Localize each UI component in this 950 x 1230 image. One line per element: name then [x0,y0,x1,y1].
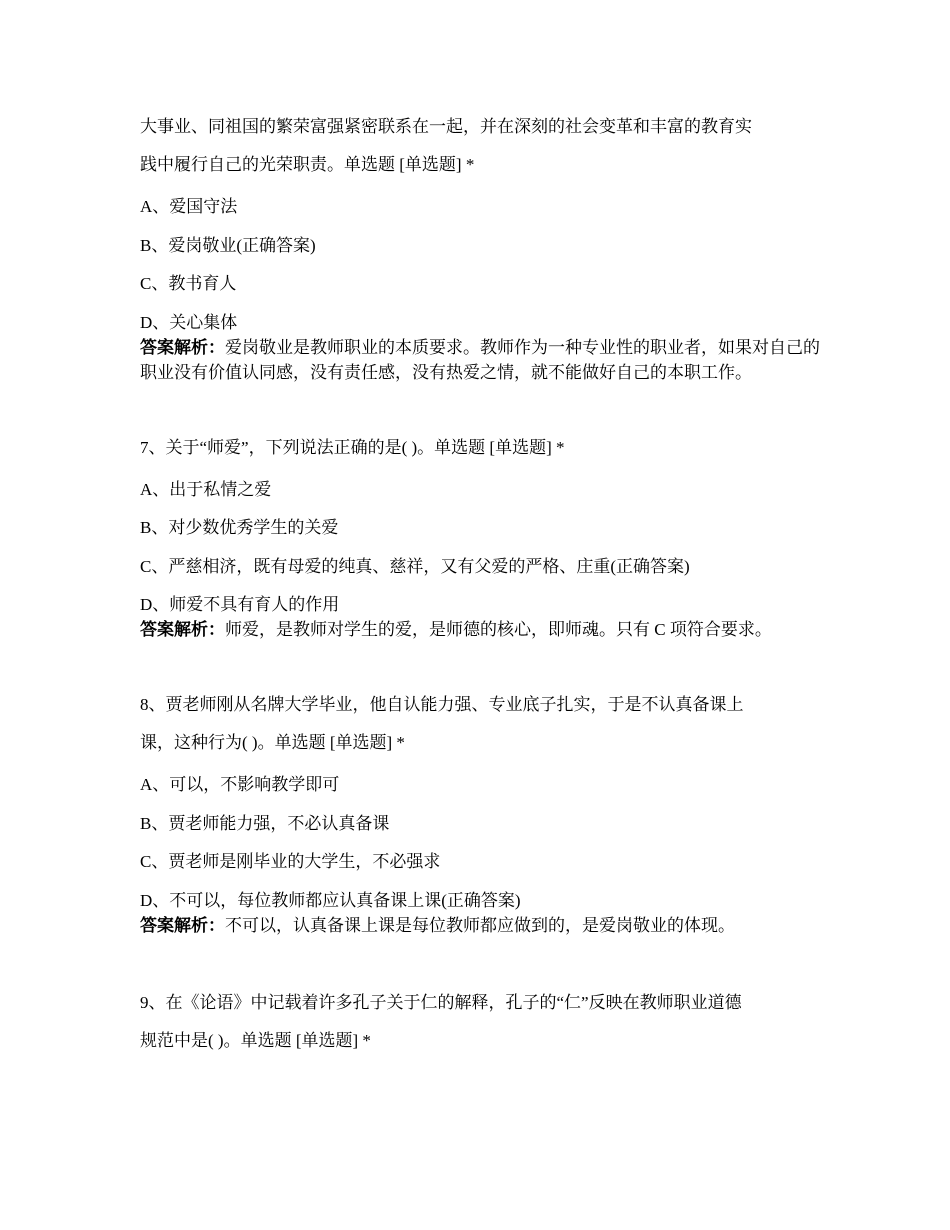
analysis-text: 爱岗敬业是教师职业的本质要求。教师作为一种专业性的职业者，如果对自己的职业没有价值认同感，没有责任感，没有热爱之情，就不能做好自己的本职工作。 [140,337,820,382]
option-d: D、关心集体 [140,312,238,332]
option-d: D、师爱不具有育人的作用 [140,595,340,614]
analysis-label: 答案解析： [140,337,225,357]
option-d: D、不可以，每位教师都应认真备课上课(正确答案) [140,890,521,910]
question-stem: 7、关于“师爱”，下列说法正确的是( )。单选题 [单选题] * [140,437,565,457]
question-stem: 践中履行自己的光荣职责。单选题 [单选题] * [140,155,475,174]
question-stem: 规范中是( )。单选题 [单选题] * [140,1030,371,1050]
answer-analysis [140,617,820,642]
option-c: C、贾老师是刚毕业的大学生，不必强求 [140,852,441,871]
analysis-label: 答案解析： [140,915,225,935]
option-b: B、爱岗敬业(正确答案) [140,235,316,255]
question-6 [140,108,820,385]
document-page [140,108,820,1060]
option-c: C、教书育人 [140,274,237,293]
analysis-text: 师爱，是教师对学生的爱，是师德的核心，即师魂。只有 C 项符合要求。 [225,620,772,639]
answer-analysis [140,913,820,938]
answer-analysis [140,335,820,385]
question-stem: 9、在《论语》中记载着许多孔子关于仁的解释，孔子的“仁”反映在教师职业道德 [140,992,742,1012]
option-a: A、出于私情之爱 [140,479,272,499]
question-9 [140,984,820,1060]
option-b: B、贾老师能力强，不必认真备课 [140,813,390,833]
question-7 [140,429,820,643]
option-a: A、可以，不影响教学即可 [140,775,340,794]
question-stem: 大事业、同祖国的繁荣富强紧密联系在一起，并在深刻的社会变革和丰富的教育实 [140,117,752,136]
option-list [140,196,820,333]
option-list [140,479,820,616]
analysis-label: 答案解析： [140,620,225,639]
question-8 [140,686,820,938]
option-a: A、爱国守法 [140,197,238,216]
option-c: C、严慈相济，既有母爱的纯真、慈祥，又有父爱的严格、庄重(正确答案) [140,556,690,576]
question-stem: 课，这种行为( )。单选题 [单选题] * [140,733,405,752]
option-list [140,774,820,911]
question-stem: 8、贾老师刚从名牌大学毕业，他自认能力强、专业底子扎实，于是不认真备课上 [140,695,744,714]
option-b: B、对少数优秀学生的关爱 [140,518,339,537]
analysis-text: 不可以，认真备课上课是每位教师都应做到的，是爱岗敬业的体现。 [225,915,735,935]
